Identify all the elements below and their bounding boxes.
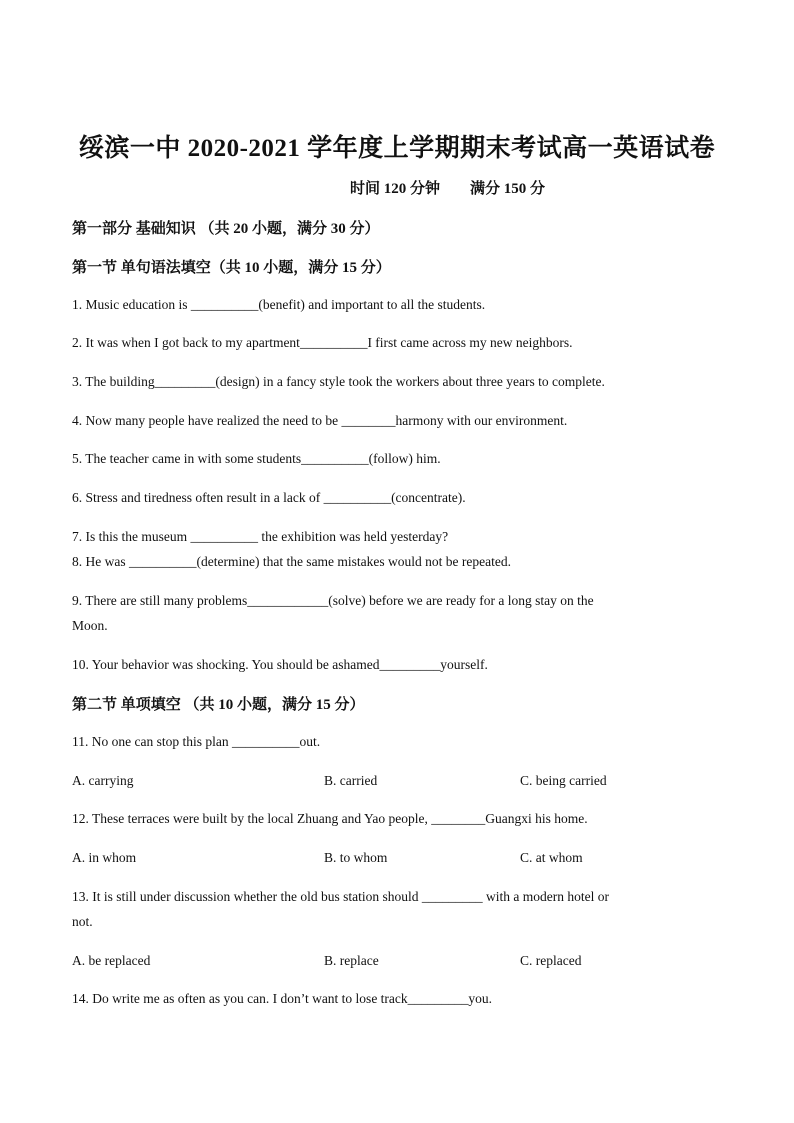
- question-13-continued: not.: [72, 914, 93, 929]
- question-13: 13. It is still under discussion whether the old bus station should _________ with a modern hotel or: [72, 889, 609, 904]
- question-3: 3. The building_________(design) in a fancy style took the workers about three years to complete.: [72, 374, 605, 389]
- part1-heading: 第一部分 基础知识 （共 20 小题，满分 30 分）: [72, 221, 380, 237]
- exam-time-score: 时间 120 分钟 满分 150 分: [350, 181, 546, 197]
- exam-title: 绥滨一中 2020-2021 学年度上学期期末考试高一英语试卷: [78, 135, 716, 162]
- question-2: 2. It was when I got back to my apartment__________I first came across my new neighbors.: [72, 335, 573, 350]
- question-13-option-c: C. replaced: [520, 953, 582, 968]
- question-4: 4. Now many people have realized the need to be ________harmony with our environment.: [72, 413, 568, 428]
- question-12-option-a: A. in whom: [72, 850, 137, 865]
- question-7: 7. Is this the museum __________ the exhibition was held yesterday?: [72, 529, 449, 544]
- question-9: 9. There are still many problems____________(solve) before we are ready for a long stay on the: [72, 593, 594, 608]
- question-11-option-a: A. carrying: [72, 773, 134, 788]
- section2-heading: 第二节 单项填空 （共 10 小题，满分 15 分）: [72, 697, 365, 713]
- question-11-option-b: B. carried: [324, 773, 378, 788]
- question-5: 5. The teacher came in with some students__________(follow) him.: [72, 451, 441, 466]
- question-12-option-b: B. to whom: [324, 850, 388, 865]
- question-9-continued: Moon.: [72, 618, 108, 633]
- question-12-option-c: C. at whom: [520, 850, 583, 865]
- question-1: 1. Music education is __________(benefit) and important to all the students.: [72, 297, 486, 312]
- question-6: 6. Stress and tiredness often result in a lack of __________(concentrate).: [72, 490, 466, 505]
- question-12: 12. These terraces were built by the local Zhuang and Yao people, ________Guangxi his home.: [72, 811, 588, 826]
- question-8: 8. He was __________(determine) that the same mistakes would not be repeated.: [72, 554, 512, 569]
- question-11-option-c: C. being carried: [520, 773, 607, 788]
- question-14: 14. Do write me as often as you can. I don’t want to lose track_________you.: [72, 991, 493, 1006]
- question-10: 10. Your behavior was shocking. You should be ashamed_________yourself.: [72, 657, 488, 672]
- question-13-option-b: B. replace: [324, 953, 379, 968]
- question-13-option-a: A. be replaced: [72, 953, 151, 968]
- section1-heading: 第一节 单句语法填空（共 10 小题，满分 15 分）: [72, 260, 391, 276]
- question-11: 11. No one can stop this plan __________out.: [72, 734, 321, 749]
